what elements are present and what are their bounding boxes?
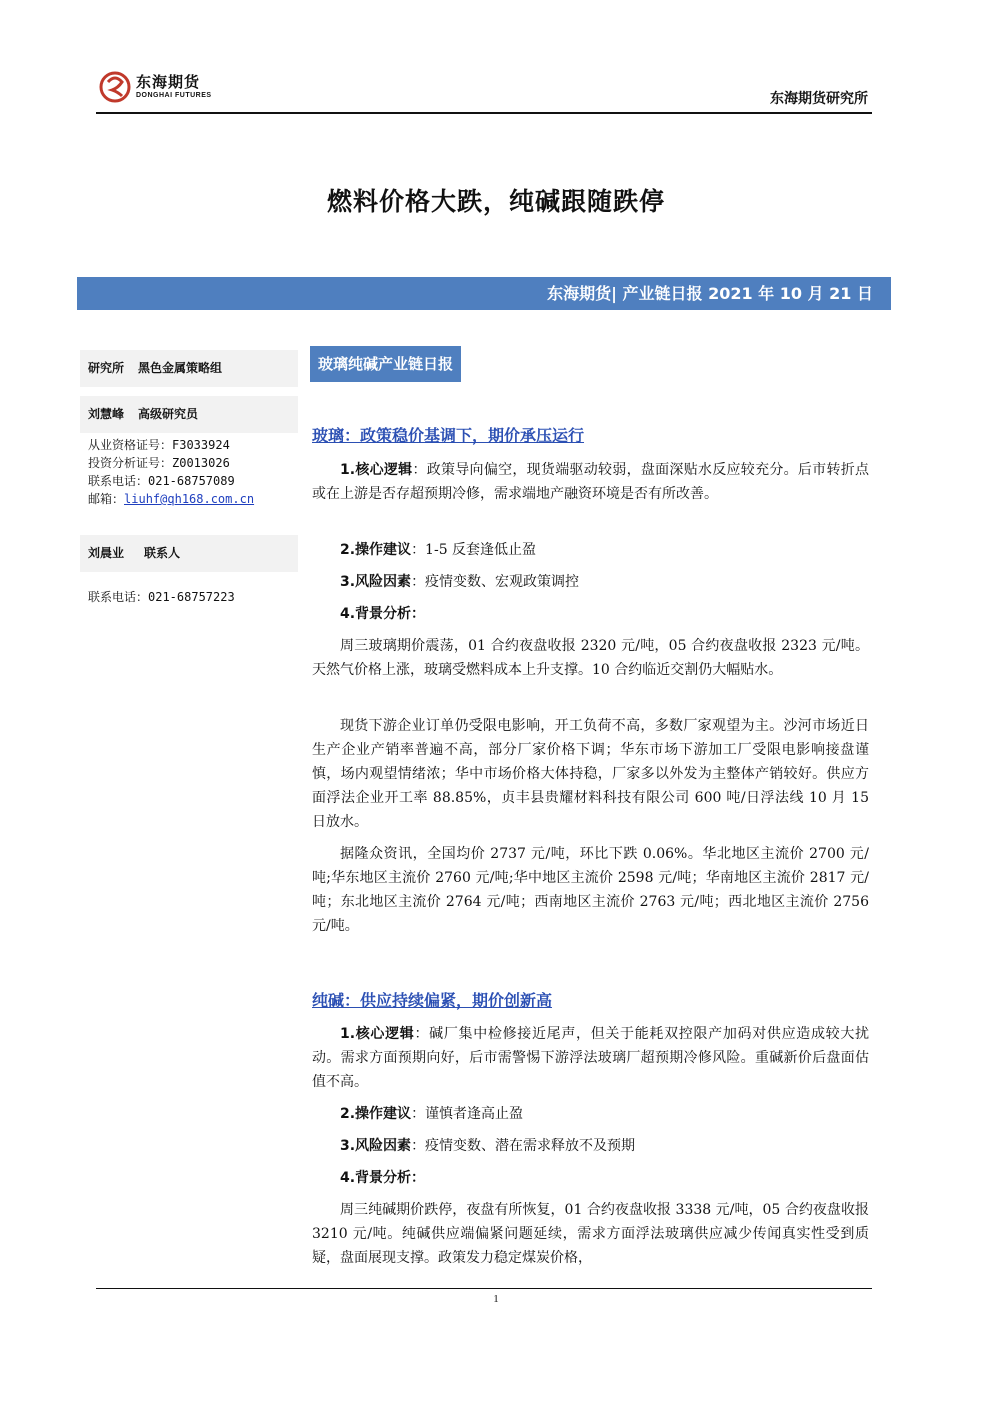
soda-risk-label: 3.风险因素 [340, 1138, 412, 1154]
email-label: 邮箱： [88, 492, 125, 506]
glass-core-logic-text: ：政策导向偏空，现货端驱动较弱，盘面深贴水反应较充分。后市转折点或在上游是否存超预期冷修，需求端地产融资环境是否有所改善。 [312, 462, 870, 502]
analyst1-phone: 联系电话：021-68757089 [88, 474, 235, 488]
section-tag: 玻璃纯碱产业链日报 [310, 346, 461, 382]
dept-group: 黑色金属策略组 [138, 361, 223, 375]
analyst2-title: 联系人 [144, 546, 181, 560]
header-divider [96, 112, 872, 114]
page-number: 1 [493, 1293, 499, 1305]
soda-background-label: 4.背景分析： [340, 1170, 426, 1186]
sidebar-analyst-1 [80, 396, 298, 508]
sidebar-analyst-2 [80, 535, 298, 606]
glass-para-futures: 周三玻璃期价震荡，01 合约夜盘收报 2320 元/吨，05 合约夜盘收报 2323 元/吨。天然气价格上涨，玻璃受燃料成本上升支撑。10 合约临近交割仍大幅贴水。 [312, 638, 869, 678]
analyst1-title: 高级研究员 [138, 407, 199, 421]
analyst2-header [80, 535, 298, 572]
logo-english-name: DONGHAI FUTURES [136, 91, 212, 99]
glass-risk-label: 3.风险因素 [340, 574, 412, 590]
sidebar-dept [80, 350, 298, 387]
glass-advice-label: 2.操作建议 [340, 542, 412, 558]
logo-chinese-name: 东海期货 [136, 72, 201, 91]
soda-core-logic [312, 1022, 869, 1094]
soda-para-futures: 周三纯碱期价跌停，夜盘有所恢复，01 合约夜盘收报 3338 元/吨，05 合约夜盘收报 3210 元/吨。纯碱供应端偏紧问题延续，需求方面浮法玻璃供应减少传闻真实性受到质疑，盘面展现支撑。政策发力稳定煤炭价格， [312, 1202, 869, 1266]
analyst2-phone: 联系电话：021-68757223 [88, 590, 235, 604]
glass-para-prices: 据隆众资讯，全国均价 2737 元/吨，环比下跌 0.06%。华北地区主流价 2700 元/吨;华东地区主流价 2760 元/吨;华中地区主流价 2598 元/吨；华南地区主流价 2817 元/吨；东北地区主流价 2764 元/吨；西南地区主流价 2763 元/吨；西北地区主流价 2756 元/吨。 [312, 846, 869, 934]
soda-advice-label: 2.操作建议 [340, 1106, 412, 1122]
soda-risk [312, 1134, 869, 1158]
analyst1-invest-license: 投资分析证号：Z0013026 [88, 456, 230, 470]
report-banner: 东海期货| 产业链日报 2021 年 10 月 21 日 [77, 277, 891, 310]
dept-header [80, 350, 298, 387]
glass-advice [312, 538, 869, 562]
soda-risk-text: ：疫情变数、潜在需求释放不及预期 [411, 1138, 636, 1154]
analyst1-name: 刘慧峰 [88, 407, 125, 421]
glass-background-label: 4.背景分析： [340, 606, 426, 622]
glass-core-logic [312, 458, 869, 506]
soda-advice-text: ：谨慎者逢高止盈 [411, 1106, 524, 1122]
analyst2-name: 刘晨业 [88, 546, 125, 560]
header-organization: 东海期货研究所 [770, 91, 868, 107]
glass-background [312, 602, 869, 626]
analyst1-header [80, 396, 298, 433]
dept-name: 研究所 [88, 361, 125, 375]
soda-core-logic-label: 1.核心逻辑 [340, 1026, 415, 1042]
glass-risk-text: ：疫情变数、宏观政策调控 [411, 574, 580, 590]
analyst1-license: 从业资格证号：F3033924 [88, 438, 230, 452]
footer-divider [96, 1288, 872, 1289]
company-logo [98, 70, 228, 104]
soda-core-logic-text: ：碱厂集中检修接近尾声，但关于能耗双控限产加码对供应造成较大扰动。需求方面预期向好，后市需警惕下游浮法玻璃厂超预期冷修风险。重碱新价后盘面估值不高。 [312, 1026, 870, 1090]
glass-heading[interactable]: 玻璃：政策稳价基调下，期价承压运行 [312, 426, 585, 445]
glass-core-logic-label: 1.核心逻辑 [340, 462, 413, 478]
soda-advice [312, 1102, 869, 1126]
glass-advice-text: ：1-5 反套逢低止盈 [411, 542, 537, 558]
soda-background [312, 1166, 869, 1190]
report-title: 燃料价格大跌，纯碱跟随跌停 [326, 187, 665, 216]
soda-heading[interactable]: 纯碱：供应持续偏紧，期价创新高 [312, 991, 553, 1010]
analyst1-email-row [80, 490, 298, 508]
glass-para-spot: 现货下游企业订单仍受限电影响，开工负荷不高，多数厂家观望为主。沙河市场近日生产企业产销率普遍不高，部分厂家价格下调；华东市场下游加工厂受限电影响接盘谨慎，场内观望情绪浓；华中市场价格大体持稳，厂家多以外发为主整体产销较好。供应方面浮法企业开工率 88.85%，贞丰县贵耀材料科技有限公司 600 吨/日浮法线 10 月 15 日放水。 [312, 718, 869, 830]
analyst1-email-link[interactable]: liuhf@qh168.com.cn [124, 492, 255, 506]
glass-risk [312, 570, 869, 594]
dragon-logo-icon [98, 70, 132, 104]
